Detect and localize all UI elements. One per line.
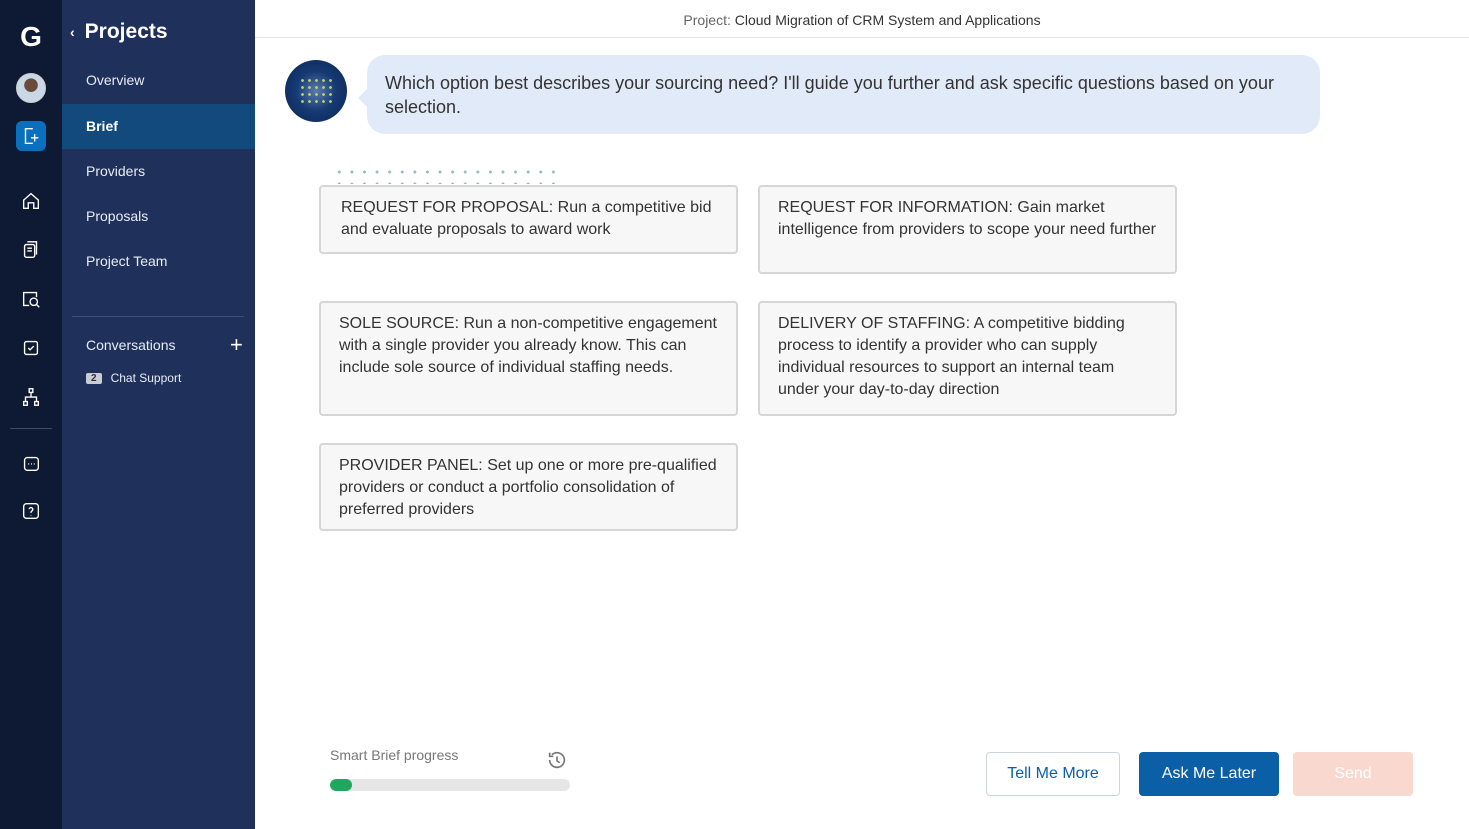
progress-label: Smart Brief progress <box>330 747 459 763</box>
conversations-label: Conversations <box>86 337 176 353</box>
projects-back[interactable] <box>70 20 168 44</box>
progress-bar <box>330 779 570 791</box>
progress-fill <box>330 779 352 791</box>
add-conversation-button[interactable]: + <box>230 332 243 357</box>
search-document-icon[interactable] <box>16 284 46 314</box>
new-brief-icon[interactable] <box>16 121 46 151</box>
home-icon[interactable] <box>16 186 46 216</box>
project-header <box>255 0 1469 38</box>
logo-icon[interactable]: G <box>20 21 42 52</box>
chevron-left-icon: ‹ <box>70 24 75 40</box>
unread-badge: 2 <box>86 373 102 384</box>
typing-dots-decoration <box>333 166 563 184</box>
sidebar-item-providers[interactable]: Providers <box>86 163 146 179</box>
assistant-avatar <box>285 60 347 122</box>
project-title: Cloud Migration of CRM System and Applications <box>734 12 1041 28</box>
avatar[interactable] <box>16 73 46 103</box>
send-button[interactable]: Send <box>1293 752 1413 796</box>
tasks-icon[interactable] <box>16 333 46 363</box>
option-sole-source[interactable]: SOLE SOURCE: Run a non-competitive engagement with a single provider you already know. This can include sole source of individual staffing needs. <box>319 301 738 416</box>
sidebar-divider <box>72 316 244 317</box>
sidebar-item-proposals[interactable]: Proposals <box>86 208 149 224</box>
sidebar-item-overview[interactable]: Overview <box>86 72 145 88</box>
sidebar <box>62 0 255 829</box>
help-icon[interactable] <box>16 496 46 526</box>
rail-divider <box>10 428 52 429</box>
assistant-message: Which option best describes your sourcing need? I'll guide you further and ask specific questions based on your selection. <box>367 55 1320 134</box>
project-label: Project: <box>683 12 731 28</box>
conversation-label: Chat Support <box>110 371 182 385</box>
assistant-dots-icon <box>299 77 333 105</box>
org-chart-icon[interactable] <box>16 382 46 412</box>
main-content <box>255 0 1469 829</box>
conversation-item-chat-support[interactable] <box>86 371 181 385</box>
sidebar-item-project-team[interactable]: Project Team <box>86 253 168 269</box>
documents-icon[interactable] <box>16 235 46 265</box>
sidebar-title: Projects <box>84 20 168 43</box>
option-request-for-information[interactable]: REQUEST FOR INFORMATION: Gain market intelligence from providers to scope your need further <box>758 185 1177 274</box>
option-request-for-proposal[interactable]: REQUEST FOR PROPOSAL: Run a competitive bid and evaluate proposals to award work <box>319 185 738 254</box>
sidebar-item-brief[interactable]: Brief <box>62 104 255 149</box>
option-delivery-of-staffing[interactable]: DELIVERY OF STAFFING: A competitive bidding process to identify a provider who can supply individual resources to support an internal team under your day-to-day direction <box>758 301 1177 416</box>
tell-me-more-button[interactable]: Tell Me More <box>986 752 1120 796</box>
ask-me-later-button[interactable]: Ask Me Later <box>1139 752 1279 796</box>
option-provider-panel[interactable]: PROVIDER PANEL: Set up one or more pre-qualified providers or conduct a portfolio consolidation of preferred providers <box>319 443 738 531</box>
icon-rail <box>0 0 62 829</box>
history-icon[interactable] <box>546 749 568 771</box>
chat-icon[interactable] <box>16 448 46 478</box>
